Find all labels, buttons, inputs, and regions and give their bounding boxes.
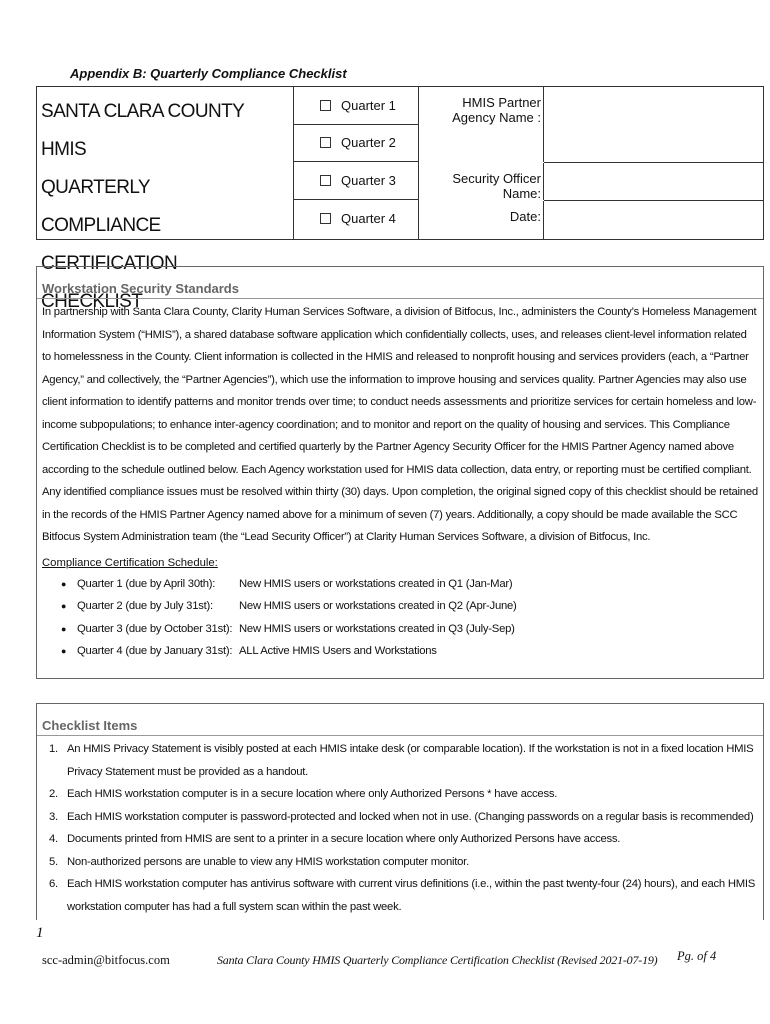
item-number: 2.	[49, 788, 58, 800]
item-number: 4.	[49, 833, 58, 845]
list-item	[37, 738, 763, 783]
quarter-3-option[interactable]	[294, 162, 418, 200]
agency-name-field[interactable]	[543, 87, 763, 162]
list-item	[37, 640, 763, 663]
list-item	[37, 873, 763, 918]
checklist-heading: Checklist Items	[37, 704, 763, 736]
list-item	[37, 595, 763, 618]
schedule-title: Compliance Certification Schedule:	[42, 556, 218, 569]
title-line-1: SANTA CLARA COUNTY HMIS	[41, 101, 244, 160]
quarter-selector	[293, 87, 419, 239]
item-text: Non-authorized persons are unable to view any HMIS workstation computer monitor.	[67, 855, 469, 868]
header-fields	[418, 87, 763, 239]
quarter-4-label: Quarter 4	[341, 210, 396, 226]
item-text: Each HMIS workstation computer has antivirus software with current virus definitions (i.e., within the past twenty-four (24) hours), and each HMIS workstation computer has had a full system scan within the past week.	[67, 878, 756, 913]
item-number: 3.	[49, 810, 58, 823]
item-text: Each HMIS workstation computer is password-protected and locked when not in use. (Changing passwords on a regular basis is recommended)	[67, 810, 754, 823]
agency-name-label: HMIS Partner Agency Name :	[452, 95, 541, 125]
quarter-1-option[interactable]	[294, 87, 418, 125]
schedule-desc: New HMIS users or workstations created in Q2 (Apr-June)	[239, 600, 517, 612]
schedule-quarter: Quarter 3 (due by October 31st):	[77, 622, 233, 635]
schedule-quarter: Quarter 1 (due by April 30th):	[77, 577, 216, 590]
quarter-3-label: Quarter 3	[341, 172, 396, 188]
list-item	[37, 573, 763, 596]
checkbox-icon[interactable]	[320, 137, 331, 148]
workstation-security-section	[36, 266, 764, 679]
list-item	[37, 806, 763, 829]
item-text: Documents printed from HMIS are sent to a printer in a secure location where only Authorized Persons have access.	[67, 833, 621, 845]
checklist-section	[36, 703, 764, 920]
security-officer-label: Security Officer Name:	[452, 171, 541, 201]
item-text: Each HMIS workstation computer is in a secure location where only Authorized Persons * have access.	[67, 788, 558, 800]
workstation-paragraph: In partnership with Santa Clara County, Clarity Human Services Software, a division of Bitfocus, Inc., administers the County’s Homeless Management Information System (“HMIS”), a shared database software application which confidentially collects, uses, and releases client-level information related to homelessness in the County. Client information is collected in the HMIS and released to nonprofit housing and services providers (each, a “Partner Agency,” and collectively, the “Partner Agencies”), which use the information to improve housing and services quality. Partner Agencies may also use client information to identify patterns and monitor trends over time; to conduct needs assessments and prioritize services for certain homeless and low-income subpopulations; to enhance inter-agency coordination; and to monitor and report on the quality of housing and services. This Compliance Certification Checklist is to be completed and certified quarterly by the Partner Agency Security Officer for the HMIS Partner Agency named above according to the schedule outlined below. Each Agency workstation used for HMIS data collection, data entry, or reporting must be certified compliant. Any identified compliance issues must be resolved within thirty (30) days. Upon completion, the original signed copy of this checklist should be retained in the records of the HMIS Partner Agency named above for a minimum of seven (7) years. Additionally, a copy should be made available the SCC Bitfocus System Administration team (the “Lead Security Officer”) at Clarity Human Services Software, a division of Bitfocus, Inc.	[42, 306, 758, 543]
quarter-2-option[interactable]	[294, 125, 418, 163]
security-officer-field[interactable]	[543, 163, 763, 200]
page-mark: 1	[36, 925, 44, 941]
list-item	[37, 828, 763, 851]
schedule-quarter: Quarter 2 (due by July 31st):	[77, 600, 213, 612]
list-item	[37, 851, 763, 874]
list-item	[37, 618, 763, 641]
quarter-4-option[interactable]	[294, 200, 418, 238]
quarter-2-label: Quarter 2	[341, 135, 396, 151]
item-number: 5.	[49, 855, 58, 868]
item-number: 1.	[49, 743, 58, 755]
quarter-1-label: Quarter 1	[341, 97, 396, 113]
date-field[interactable]	[543, 201, 763, 239]
checklist-items	[37, 736, 763, 918]
schedule-desc: New HMIS users or workstations created in Q3 (July-Sep)	[239, 622, 515, 635]
footer-page-number: Pg. of 4	[677, 949, 717, 963]
date-label: Date:	[509, 209, 541, 224]
appendix-label: Appendix B: Quarterly Compliance Checklist	[70, 66, 347, 81]
item-text: An HMIS Privacy Statement is visibly posted at each HMIS intake desk (or comparable location). If the workstation is not in a fixed location HMIS Privacy Statement must be provided as a handout.	[67, 743, 754, 778]
checkbox-icon[interactable]	[320, 213, 331, 224]
schedule-desc: ALL Active HMIS Users and Workstations	[239, 645, 437, 657]
checkbox-icon[interactable]	[320, 100, 331, 111]
footer-title: Santa Clara County HMIS Quarterly Compliance Certification Checklist (Revised 2021-07-19)	[217, 953, 658, 967]
title-line-2: QUARTERLY COMPLIANCE	[41, 177, 161, 236]
title-line-3: CERTIFICATION CHECKLIST	[41, 253, 178, 312]
schedule-desc: New HMIS users or workstations created in Q1 (Jan-Mar)	[239, 577, 513, 590]
item-number: 6.	[49, 878, 58, 890]
footer-email: scc-admin@bitfocus.com	[42, 953, 170, 967]
schedule-quarter: Quarter 4 (due by January 31st):	[77, 645, 233, 657]
checkbox-icon[interactable]	[320, 175, 331, 186]
workstation-heading: Workstation Security Standards	[37, 267, 763, 299]
schedule-list	[37, 573, 763, 663]
list-item	[37, 783, 763, 806]
